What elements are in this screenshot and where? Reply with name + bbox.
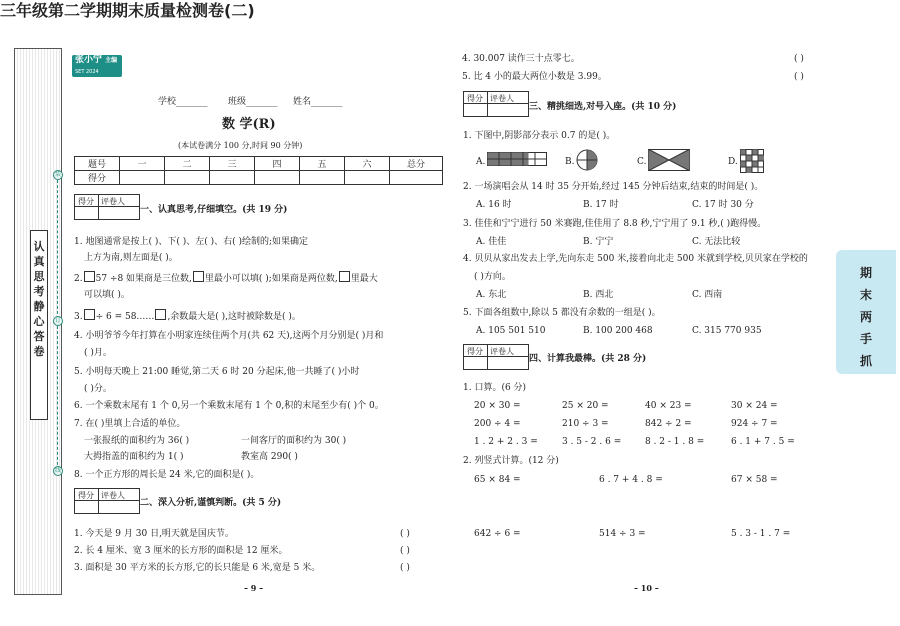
choice-2: 2. 一场演唱会从 14 时 35 分开始,经过 145 分钟后结束,结束的时间是( )。 xyxy=(463,182,764,192)
choice-1-opt-b[interactable]: B. xyxy=(565,157,575,167)
q2-text-b: 里最小可以填( );如果商是两位数, xyxy=(204,274,338,284)
score-header-cell: 一 xyxy=(120,157,165,171)
rectangle-triangles-figure xyxy=(648,149,690,171)
oral-item: 6 . 1 + 7 . 5 = xyxy=(731,437,795,447)
choice-3-opt-a[interactable]: A. 佳佳 xyxy=(476,237,507,247)
question-5-line-2: ( )分。 xyxy=(84,384,112,394)
score-header-cell: 二 xyxy=(165,157,210,171)
choice-5-opt-c[interactable]: C. 315 770 935 xyxy=(692,326,762,336)
q2-text-a: 57 ÷8 如果商是三位数, xyxy=(95,274,192,284)
oral-item: 25 × 20 = xyxy=(562,401,609,411)
choice-4-line-1: 4. 贝贝从家出发去上学,先向东走 500 米,接着向北走 500 米就到学校,贝贝家在学校的 xyxy=(463,254,808,264)
question-2-line-1 xyxy=(74,271,378,285)
question-7b: 一间客厅的面积约为 30( ) xyxy=(241,436,347,446)
score-header-cell: 总分 xyxy=(390,157,443,171)
score-cell[interactable] xyxy=(210,171,255,185)
binding-mark-2: 订 xyxy=(54,317,61,324)
vertical-item: 642 ÷ 6 = xyxy=(474,529,521,539)
question-1-line-1: 1. 地图通常是按上( )、下( )、左( )、右( )绘制的;如果确定 xyxy=(74,237,309,247)
score-cell[interactable] xyxy=(165,171,210,185)
score-header-cell: 题号 xyxy=(75,157,120,171)
question-4-line-2: ( )月。 xyxy=(84,348,112,358)
blank-box[interactable] xyxy=(84,271,95,282)
vertical-calc-title: 2. 列竖式计算。(12 分) xyxy=(463,456,559,466)
judge-3-answer[interactable]: ( ) xyxy=(400,563,410,573)
score-cell[interactable] xyxy=(300,171,345,185)
score-cell[interactable] xyxy=(345,171,390,185)
logo-main: 张小宁 xyxy=(75,55,103,65)
vertical-item: 5 . 3 - 1 . 7 = xyxy=(731,529,791,539)
choice-2-opt-a[interactable]: A. 16 时 xyxy=(476,200,512,210)
choice-1: 1. 下图中,阴影部分表示 0.7 的是( )。 xyxy=(463,131,616,141)
choice-4-opt-c[interactable]: C. 西南 xyxy=(692,290,723,300)
score-header-cell: 六 xyxy=(345,157,390,171)
judge-5-answer[interactable]: ( ) xyxy=(794,72,804,82)
judge-1-answer[interactable]: ( ) xyxy=(400,529,410,539)
oral-item: 8 . 2 - 1 . 8 = xyxy=(645,437,705,447)
vertical-item: 514 ÷ 3 = xyxy=(599,529,646,539)
grader-score-label: 得分 xyxy=(467,347,483,356)
binding-mark-1: 装 xyxy=(54,171,61,178)
grader-score-label: 得分 xyxy=(467,94,483,103)
name-field[interactable]: 姓名_______ xyxy=(293,97,343,107)
question-5-line-1: 5. 小明每天晚上 21:00 睡觉,第二天 6 时 20 分起床,他一共睡了( )小时 xyxy=(74,367,360,377)
vertical-item: 6 . 7 + 4 . 8 = xyxy=(599,475,663,485)
question-1-line-2: 上方为南,则左面是( )。 xyxy=(84,253,178,263)
judge-5: 5. 比 4 小的最大两位小数是 3.99。 xyxy=(462,72,607,82)
choice-4-line-2: ( )方向。 xyxy=(474,272,511,282)
oral-item: 20 × 30 = xyxy=(474,401,521,411)
choice-5-opt-b[interactable]: B. 100 200 468 xyxy=(583,326,653,336)
score-cell[interactable] xyxy=(120,171,165,185)
grader-score-label: 得分 xyxy=(78,491,94,500)
choice-2-opt-c[interactable]: C. 17 时 30 分 xyxy=(692,200,754,210)
choice-4-opt-b[interactable]: B. 西北 xyxy=(583,290,614,300)
grader-box-2 xyxy=(74,488,140,514)
question-7c: 大拇指盖的面积约为 1( ) xyxy=(84,452,184,462)
oral-item: 3 . 5 - 2 . 6 = xyxy=(562,437,622,447)
vertical-item: 65 × 84 = xyxy=(474,475,521,485)
publisher-logo xyxy=(72,55,122,77)
score-cell[interactable] xyxy=(255,171,300,185)
judge-4: 4. 30.007 读作三十点零七。 xyxy=(462,54,580,64)
section-4-title: 四、计算我最棒。(共 28 分) xyxy=(529,354,647,364)
score-row-label: 得分 xyxy=(75,171,120,185)
q2-text-c: 里最大 xyxy=(350,274,378,284)
oral-item: 200 ÷ 4 = xyxy=(474,419,521,429)
score-header-cell: 五 xyxy=(300,157,345,171)
exam-title: 三年级第二学期期末质量检测卷(二) xyxy=(0,1,255,20)
side-tab-text: 期末两手抓 xyxy=(859,266,872,368)
blank-box[interactable] xyxy=(84,309,95,320)
quarter-circle-figure xyxy=(576,149,598,171)
binding-mark-3: 线 xyxy=(54,467,61,474)
school-field[interactable]: 学校_______ xyxy=(158,97,208,107)
oral-item: 842 ÷ 2 = xyxy=(645,419,692,429)
q2-num: 2. xyxy=(74,274,83,284)
page-number-right: – 10 – xyxy=(634,583,659,593)
choice-5-opt-a[interactable]: A. 105 501 510 xyxy=(476,326,546,336)
grader-box-1 xyxy=(74,194,140,220)
logo-side: 主编 xyxy=(105,57,118,64)
vertical-item: 67 × 58 = xyxy=(731,475,778,485)
grader-box-3 xyxy=(463,91,529,117)
subject-title: 数 学(R) xyxy=(222,117,276,132)
oral-item: 1 . 2 + 2 . 3 = xyxy=(474,437,538,447)
class-field[interactable]: 班级_______ xyxy=(228,97,278,107)
score-cell[interactable] xyxy=(390,171,443,185)
choice-5: 5. 下面各组数中,除以 5 都没有余数的一组是( )。 xyxy=(463,308,661,318)
choice-3-opt-b[interactable]: B. 宁宁 xyxy=(583,237,614,247)
grader-name-label: 评卷人 xyxy=(490,94,514,103)
blank-box[interactable] xyxy=(155,309,166,320)
grid-bar-figure xyxy=(487,152,547,166)
grader-name-label: 评卷人 xyxy=(101,491,125,500)
checker-grid-figure xyxy=(740,149,764,173)
blank-box[interactable] xyxy=(193,271,204,282)
oral-item: 924 ÷ 7 = xyxy=(731,419,778,429)
question-6: 6. 一个乘数末尾有 1 个 0,另一个乘数末尾有 1 个 0,积的末尾至少有( )个 0。 xyxy=(74,401,384,411)
oral-item: 40 × 23 = xyxy=(645,401,692,411)
question-8: 8. 一个正方形的周长是 24 米,它的面积是( )。 xyxy=(74,470,260,480)
page-number-left: – 9 – xyxy=(244,583,264,593)
binding-motto xyxy=(30,230,48,420)
side-tab xyxy=(836,250,896,374)
judge-2: 2. 长 4 厘米、宽 3 厘米的长方形的面积是 12 厘米。 xyxy=(74,546,288,556)
grader-box-4 xyxy=(463,344,529,370)
choice-1-opt-d[interactable]: D. xyxy=(728,157,738,167)
judge-2-answer[interactable]: ( ) xyxy=(400,546,410,556)
q3-text-a: ÷ 6 = 58…… xyxy=(95,312,155,322)
choice-1-opt-c[interactable]: C. xyxy=(637,157,647,167)
binding-motto-text: 认真思考静心答卷 xyxy=(33,240,45,358)
question-2-line-2: 可以填( )。 xyxy=(84,290,130,300)
choice-2-opt-b[interactable]: B. 17 时 xyxy=(583,200,619,210)
q3-num: 3. xyxy=(74,312,83,322)
score-header-cell: 四 xyxy=(255,157,300,171)
question-7a: 一张报纸的面积约为 36( ) xyxy=(84,436,190,446)
choice-1-opt-a[interactable]: A. xyxy=(476,157,486,167)
judge-3: 3. 面积是 30 平方米的长方形,它的长只能是 6 米,宽是 5 米。 xyxy=(74,563,321,573)
judge-1: 1. 今天是 9 月 30 日,明天就是国庆节。 xyxy=(74,529,234,539)
question-7: 7. 在( )里填上合适的单位。 xyxy=(74,419,186,429)
choice-3-opt-c[interactable]: C. 无法比较 xyxy=(692,237,741,247)
oral-calc-title: 1. 口算。(6 分) xyxy=(463,383,527,393)
section-3-title: 三、精挑细选,对号入座。(共 10 分) xyxy=(529,102,677,112)
section-2-title: 二、深入分析,谨慎判断。(共 5 分) xyxy=(140,498,282,508)
exam-note: (本试卷满分 100 分,时间 90 分钟) xyxy=(178,141,303,150)
q3-text-b: ,余数最大是( ),这时被除数是( )。 xyxy=(167,312,301,322)
score-table xyxy=(74,156,443,185)
question-4-line-1: 4. 小明爷爷今年打算在小明家连续住两个月(共 62 天),这两个月分别是( )月和 xyxy=(74,331,384,341)
choice-4-opt-a[interactable]: A. 东北 xyxy=(476,290,507,300)
question-7d: 教室高 290( ) xyxy=(241,452,298,462)
choice-3: 3. 佳佳和宁宁进行 50 米赛跑,佳佳用了 8.8 秒,宁宁用了 9.1 秒,( )跑得慢。 xyxy=(463,219,767,229)
logo-sub: SET 2024 xyxy=(75,69,99,75)
question-3 xyxy=(74,309,301,323)
blank-box[interactable] xyxy=(339,271,350,282)
grader-name-label: 评卷人 xyxy=(101,197,125,206)
section-1-title: 一、认真思考,仔细填空。(共 19 分) xyxy=(140,205,288,215)
oral-item: 210 ÷ 3 = xyxy=(562,419,609,429)
grader-score-label: 得分 xyxy=(78,197,94,206)
grader-name-label: 评卷人 xyxy=(490,347,514,356)
oral-item: 30 × 24 = xyxy=(731,401,778,411)
judge-4-answer[interactable]: ( ) xyxy=(794,54,804,64)
score-header-cell: 三 xyxy=(210,157,255,171)
